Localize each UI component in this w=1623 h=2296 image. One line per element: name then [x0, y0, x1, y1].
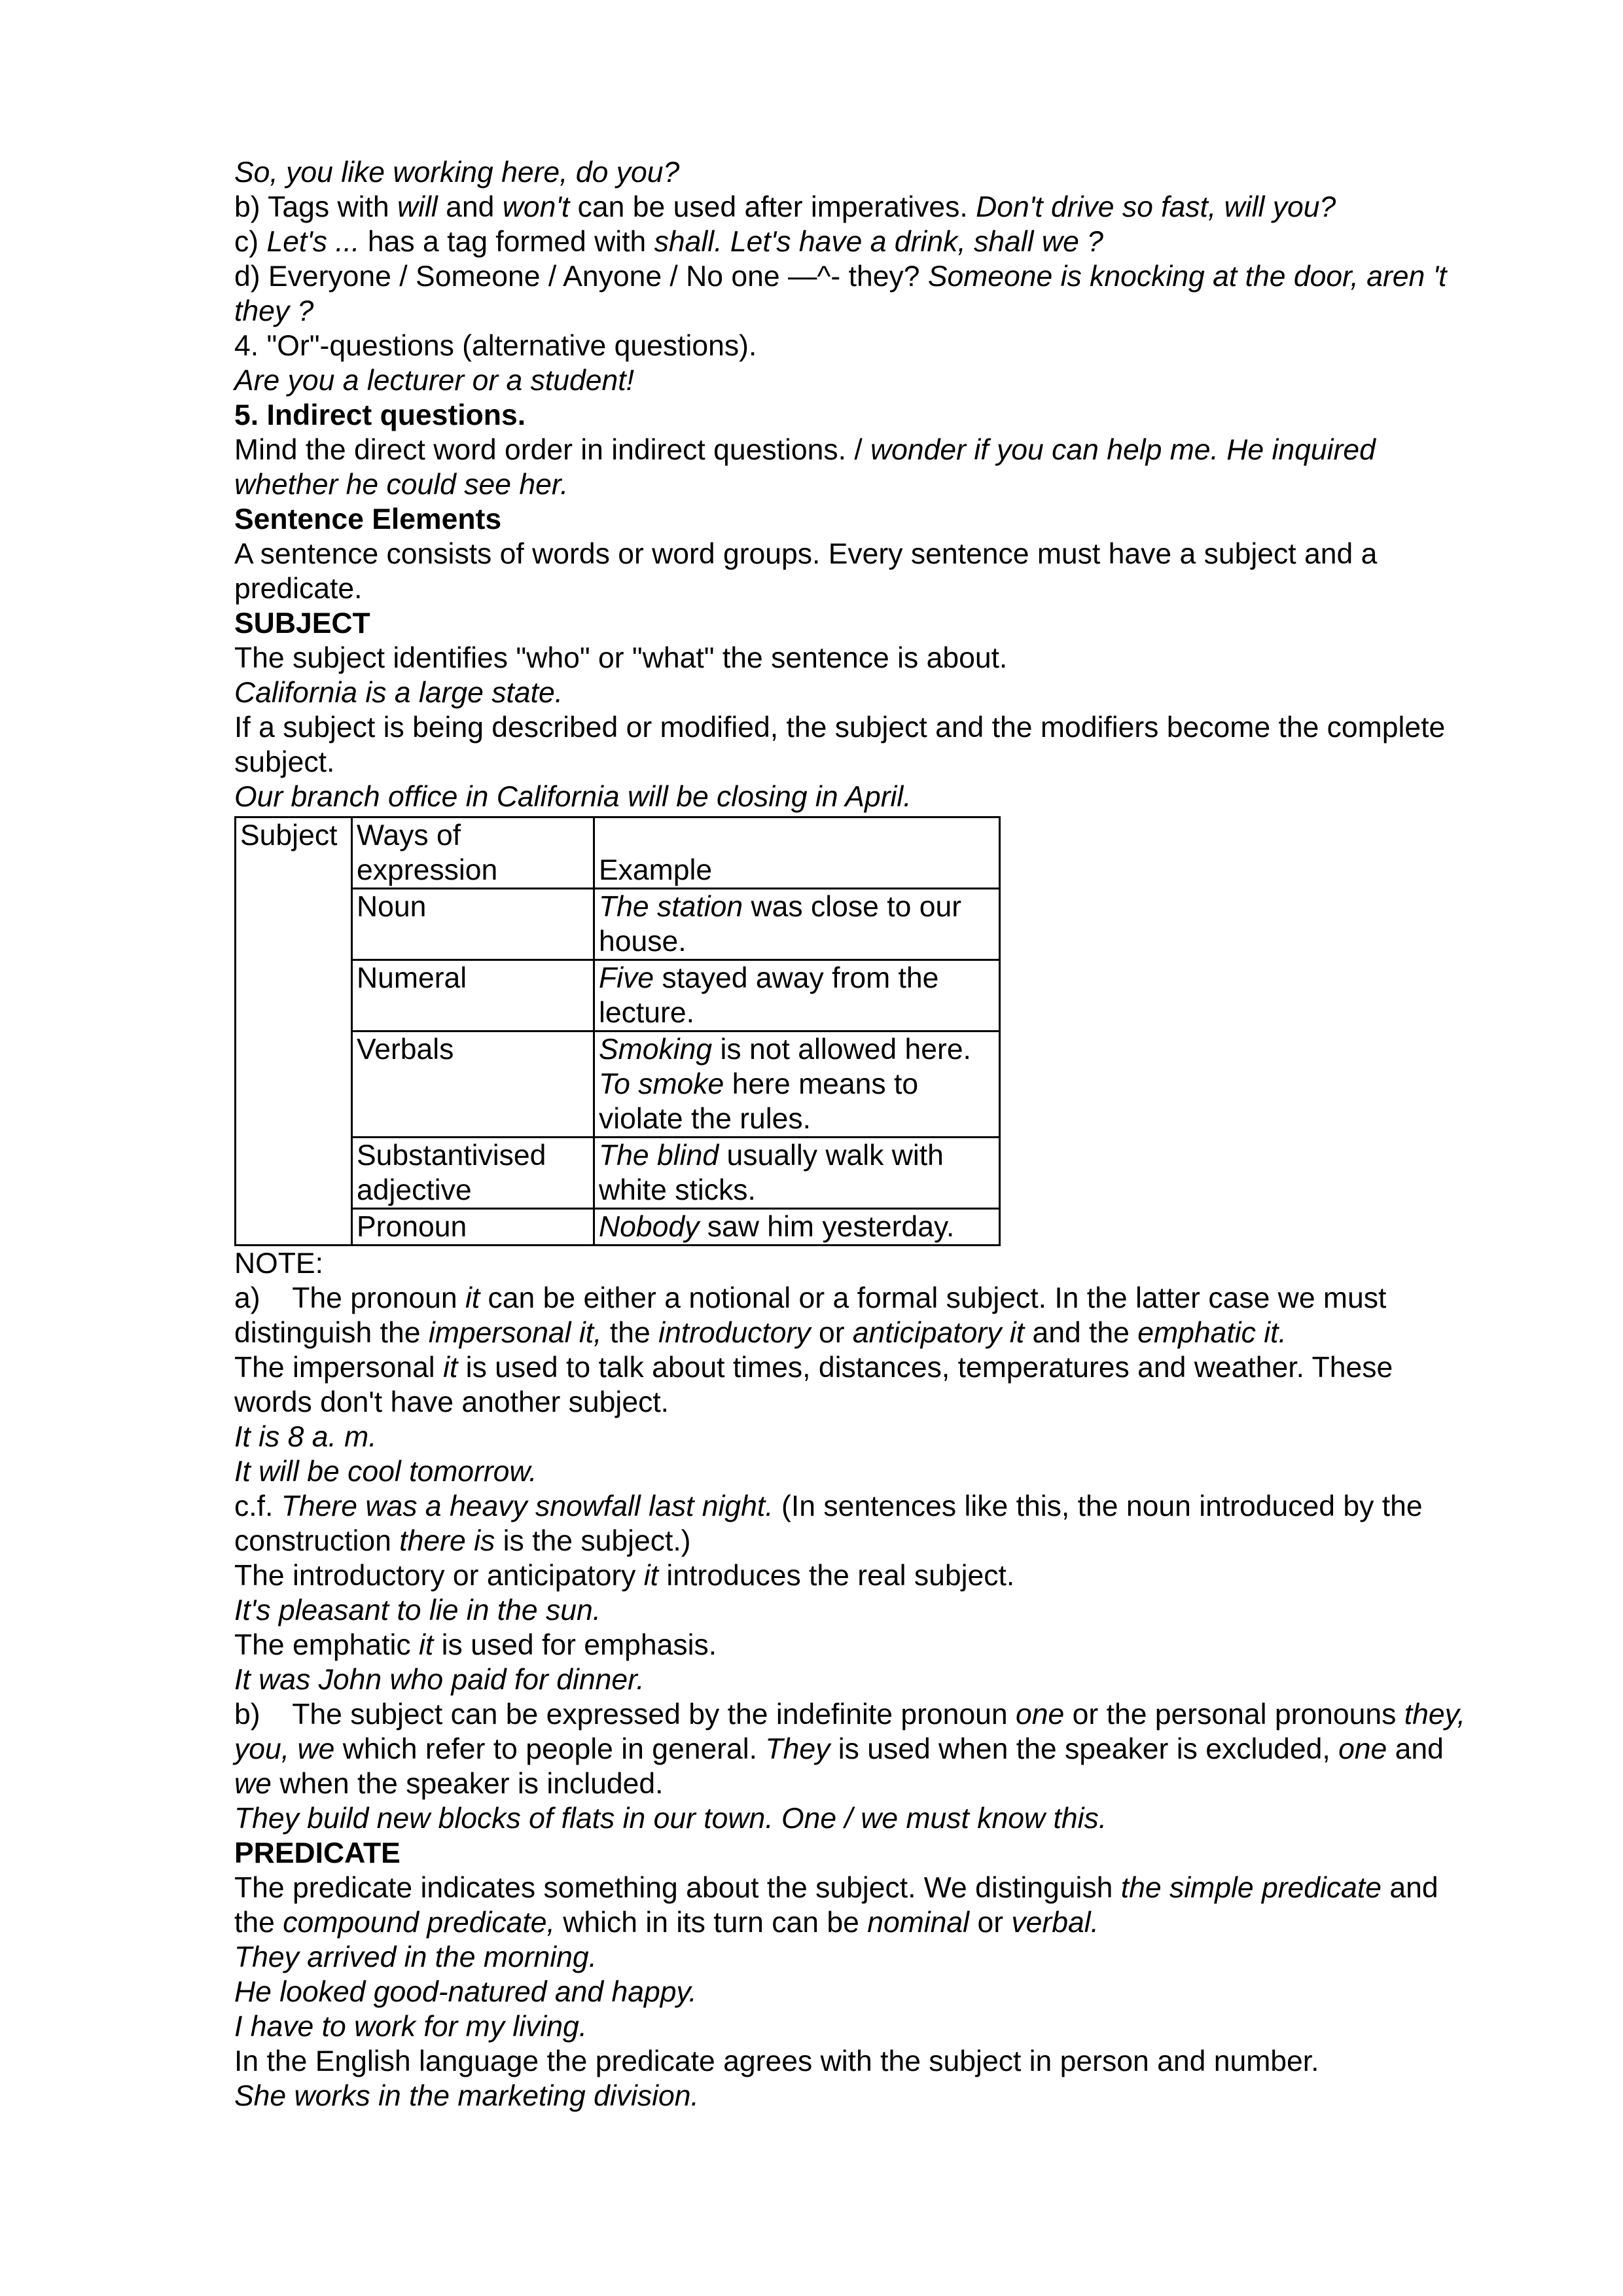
text-run: is used to talk about times, distances, temperatures and weather. These [457, 1352, 1393, 1384]
text-line [234, 1281, 1530, 1316]
table-corner-label: Subject [240, 819, 338, 852]
text-run: There was a heavy snowfall last night. [281, 1490, 774, 1522]
table-cell-example [594, 889, 1000, 960]
text-run: The emphatic [234, 1629, 419, 1661]
text-run: Let's ... [266, 226, 360, 258]
text-run: SUBJECT [234, 607, 370, 639]
text-run: will [397, 191, 438, 223]
text-run: or the personal pronouns [1064, 1698, 1404, 1731]
way-text: Noun [357, 891, 427, 923]
table-cell-example [594, 1138, 1000, 1209]
text-run: was close to our [743, 891, 962, 923]
text-run: It is 8 a. m. [234, 1421, 377, 1453]
text-run: words don't have another subject. [234, 1386, 669, 1418]
text-run: one [1338, 1733, 1387, 1765]
text-run: usually walk with [719, 1139, 944, 1172]
text-run: saw him yesterday. [699, 1211, 955, 1243]
text-run: Five [599, 962, 654, 994]
text-run: can be used after imperatives. [569, 191, 976, 223]
text-run: distinguish the [234, 1317, 429, 1349]
text-run: Smoking [599, 1033, 713, 1066]
text-run: Sentence Elements [234, 503, 502, 535]
text-run: To smoke [599, 1068, 724, 1100]
text-run: is used for emphasis. [433, 1629, 717, 1661]
text-run: 5. Indirect questions. [234, 399, 526, 431]
text-line [234, 1246, 1530, 1281]
text-run: the simple predicate [1120, 1872, 1382, 1904]
text-line [234, 1350, 1530, 1385]
table-cell-example [594, 960, 1000, 1031]
table-header-example [594, 817, 1000, 889]
text-line [234, 2044, 1530, 2079]
text-run: is the subject.) [495, 1525, 691, 1557]
text-run: If a subject is being described or modified, the subject and the modifiers become the complete [234, 711, 1446, 744]
text-run: stayed away from the [654, 962, 939, 994]
text-run: A sentence consists of words or word groups. Every sentence must have a subject and a [234, 538, 1378, 570]
text-after-table [234, 1246, 1530, 2113]
text-line [234, 1871, 1530, 1905]
text-run: or [810, 1317, 853, 1349]
text-run: has a tag formed with [359, 226, 654, 258]
text-run: they, [1404, 1698, 1465, 1731]
text-run: there is [399, 1525, 495, 1557]
text-run: subject. [234, 746, 335, 778]
text-run: compound predicate, [283, 1907, 555, 1939]
text-run: it [418, 1629, 434, 1661]
text-run: They arrived in the morning. [234, 1941, 597, 1973]
document-page [234, 155, 1530, 2113]
text-run: construction [234, 1525, 400, 1557]
text-run: introduces the real subject. [658, 1560, 1015, 1592]
header-ways-line-2: expression [357, 854, 498, 886]
text-run: it [643, 1560, 659, 1592]
text-line [234, 259, 1530, 294]
text-run: b) Tags with [234, 191, 397, 223]
text-run: c.f. [234, 1490, 281, 1522]
text-line [234, 2079, 1530, 2113]
text-run: the [601, 1317, 659, 1349]
text-run: c) [234, 226, 267, 258]
text-run: white sticks. [599, 1174, 756, 1206]
text-run: They [765, 1733, 830, 1765]
text-run: Nobody [599, 1211, 700, 1243]
table-cell-way [352, 1138, 594, 1209]
text-run: The station [599, 891, 743, 923]
text-run: NOTE: [234, 1247, 323, 1280]
text-run: is not allowed here. [712, 1033, 971, 1066]
text-run: whether he could see her. [234, 469, 569, 501]
text-run: the [234, 1907, 283, 1939]
text-run: It's pleasant to lie in the sun. [234, 1594, 601, 1626]
table-cell-way [352, 1031, 594, 1138]
table-corner-cell [236, 817, 352, 1246]
text-run: is used when the speaker is excluded, [830, 1733, 1339, 1765]
text-run: It was John who paid for dinner. [234, 1664, 645, 1696]
text-line [234, 398, 1530, 433]
text-run: So, you like working here, do you? [234, 156, 680, 188]
text-run: it [465, 1282, 480, 1314]
text-line [234, 1697, 1530, 1732]
text-run: Don't drive so fast, will you? [976, 191, 1336, 223]
text-run: verbal. [1011, 1907, 1099, 1939]
text-line [234, 1558, 1530, 1593]
text-run: The blind [599, 1139, 719, 1172]
text-run: introductory [658, 1317, 811, 1349]
text-line [234, 1454, 1530, 1489]
way-text: Pronoun [357, 1211, 467, 1243]
text-run: they ? [234, 295, 314, 327]
text-run: He looked good-natured and happy. [234, 1976, 697, 2008]
table-cell-example [594, 1209, 1000, 1246]
text-line [234, 1905, 1530, 1940]
text-run: I have to work for my living. [234, 2011, 588, 2043]
text-line [234, 1732, 1530, 1767]
text-line [234, 467, 1530, 502]
text-before-table [234, 155, 1530, 814]
way-text: Substantivised [357, 1139, 546, 1172]
header-ways-line-1: Ways of [357, 819, 461, 852]
text-run: impersonal it, [428, 1317, 602, 1349]
text-line [234, 1385, 1530, 1420]
text-line [234, 641, 1530, 675]
table-header-row [236, 817, 1000, 889]
way-text: Numeral [357, 962, 467, 994]
text-line [234, 1593, 1530, 1628]
text-line [234, 1524, 1530, 1558]
table-cell-way [352, 1209, 594, 1246]
text-line [234, 433, 1530, 467]
text-line [234, 294, 1530, 329]
text-run: predicate. [234, 573, 363, 605]
header-example-label: Example [599, 854, 713, 886]
text-line [234, 1801, 1530, 1836]
text-run: In the English language the predicate agrees with the subject in person and number. [234, 2045, 1319, 2077]
text-run: California is a large state. [234, 677, 563, 709]
text-run: house. [599, 925, 687, 958]
text-run: violate the rules. [599, 1103, 812, 1135]
text-line [234, 1975, 1530, 2009]
text-line [234, 224, 1530, 259]
text-run: It will be cool tomorrow. [234, 1456, 537, 1488]
text-run: Mind the direct word order in indirect questions. / [234, 434, 871, 466]
text-line [234, 329, 1530, 363]
table-header-ways [352, 817, 594, 889]
text-run: Are you a lecturer or a student! [234, 365, 634, 397]
text-run: or [969, 1907, 1012, 1939]
text-run: Our branch office in California will be closing in April. [234, 781, 912, 813]
text-run: (In sentences like this, the noun introduced by the [773, 1490, 1423, 1522]
text-line [234, 675, 1530, 710]
text-line [234, 363, 1530, 398]
text-line [234, 1662, 1530, 1697]
text-line [234, 780, 1530, 814]
text-run: and [1382, 1872, 1438, 1904]
text-run: The introductory or anticipatory [234, 1560, 644, 1592]
text-run: and the [1024, 1317, 1138, 1349]
text-run: when the speaker is included. [271, 1768, 664, 1800]
text-run: They build new blocks of flats in our town. One / we must know this. [234, 1803, 1107, 1835]
text-run: The impersonal [234, 1352, 444, 1384]
text-line [234, 710, 1530, 745]
text-line [234, 745, 1530, 780]
text-run: nominal [867, 1907, 970, 1939]
table-cell-way [352, 960, 594, 1031]
text-line [234, 1940, 1530, 1975]
text-line [234, 2009, 1530, 2044]
way-text: adjective [357, 1174, 472, 1206]
way-text: Verbals [357, 1033, 454, 1066]
text-run: shall. Let's have a drink, shall we ? [654, 226, 1103, 258]
text-line [234, 571, 1530, 606]
table-cell-way [352, 889, 594, 960]
text-line [234, 1628, 1530, 1662]
text-line [234, 1836, 1530, 1871]
text-run: and [437, 191, 503, 223]
text-run: emphatic it. [1137, 1317, 1287, 1349]
text-line [234, 190, 1530, 224]
text-line [234, 155, 1530, 190]
text-run: we [234, 1768, 272, 1800]
text-run: lecture. [599, 997, 694, 1029]
text-run: She works in the marketing division. [234, 2080, 699, 2112]
text-run: d) Everyone / Someone / Anyone / No one —^- they? [234, 260, 928, 293]
text-run: a) The pronoun [234, 1282, 465, 1314]
text-line [234, 502, 1530, 537]
text-run: b) The subject can be expressed by the indefinite pronoun [234, 1698, 1016, 1731]
text-run: anticipatory it [852, 1317, 1025, 1349]
text-run: 4. "Or"-questions (alternative questions). [234, 330, 757, 362]
text-run: which refer to people in general. [334, 1733, 766, 1765]
text-line [234, 537, 1530, 571]
text-run: it [443, 1352, 458, 1384]
text-line [234, 1489, 1530, 1524]
text-line [234, 1767, 1530, 1801]
text-run: one [1016, 1698, 1065, 1731]
text-line [234, 1420, 1530, 1454]
text-run: and [1387, 1733, 1444, 1765]
text-run: The subject identifies "who" or "what" the sentence is about. [234, 642, 1008, 674]
text-run: you, we [234, 1733, 335, 1765]
text-run: PREDICATE [234, 1837, 401, 1869]
text-line [234, 1316, 1530, 1350]
text-run: The predicate indicates something about the subject. We distinguish [234, 1872, 1121, 1904]
text-run: Someone is knocking at the door, aren 't [927, 260, 1447, 293]
text-run: wonder if you can help me. He inquired [870, 434, 1376, 466]
text-run: here means to [724, 1068, 919, 1100]
table-cell-example [594, 1031, 1000, 1138]
text-run: won't [502, 191, 570, 223]
text-run: which in its turn can be [554, 1907, 868, 1939]
text-line [234, 606, 1530, 641]
text-run: can be either a notional or a formal subject. In the latter case we must [480, 1282, 1387, 1314]
subject-table [234, 816, 1001, 1246]
